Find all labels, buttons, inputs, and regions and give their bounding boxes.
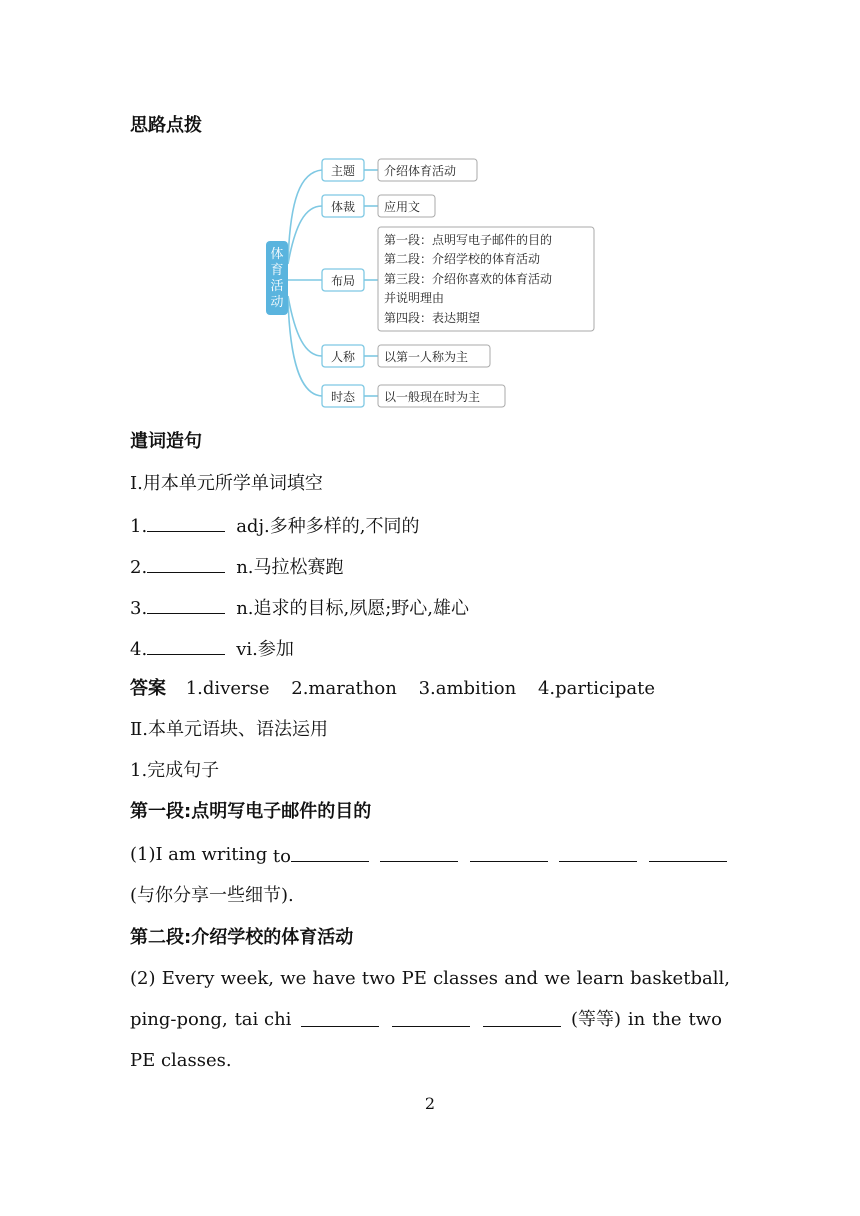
sentence-word: in [627,1009,646,1030]
sentence-1 [130,843,730,869]
answer-blank[interactable] [470,843,548,862]
mindmap-center-char: 动 [270,295,284,310]
mindmap-branch-label: 体裁 [330,200,356,214]
section-title-thinking: 思路点拨 [130,115,202,136]
mindmap-detail-text: 应用文 [384,200,421,214]
item-definition: n.马拉松赛跑 [236,557,344,578]
answer-blank[interactable] [301,1008,379,1027]
item-definition: n.追求的目标,夙愿;野心,雄心 [236,598,470,619]
mindmap-detail-text: 第三段：介绍你喜欢的体育活动 [384,272,553,286]
sentence-word: the [652,1009,682,1030]
answer-blank[interactable] [147,636,225,655]
mindmap-detail-text: 以第一人称为主 [384,350,469,364]
paragraph-label: 第一段:点明写电子邮件的目的 [130,801,372,822]
sentence-word: and [504,968,539,989]
mindmap-detail-text: 第二段：介绍学校的体育活动 [384,252,541,266]
sentence-word: am [168,844,196,865]
sentence-word: we [544,968,571,989]
sentence-word: tai chi [234,1009,292,1030]
mindmap-center-char: 体 [270,247,284,262]
sentence-2-line-1 [130,967,730,991]
section-title-vocab: 遣词造句 [130,431,202,452]
mindmap-branch-label: 布局 [330,274,356,288]
sentence-word: basketball, [630,968,730,989]
answer-blank[interactable] [147,554,225,573]
sentence-2-line-2 [130,1008,722,1032]
sentence-word: PE [401,968,427,989]
mindmap-branch-label: 时态 [330,390,356,404]
sentence-word: week, [220,968,275,989]
mindmap-detail-text: 以一般现在时为主 [384,390,481,404]
sentence-word: two [688,1009,722,1030]
answer-label: 答案 [130,678,166,699]
answer-value: 1.diverse [185,678,270,699]
mindmap-detail-text: 介绍体育活动 [384,164,457,178]
answer-blank[interactable] [559,843,637,862]
answer-blank[interactable] [147,595,225,614]
part2-subheading: 1.完成句子 [130,760,220,781]
mindmap-center-char: 活 [270,279,284,294]
vocab-item [130,513,419,539]
sentence-word: classes [433,968,499,989]
item-definition: adj.多种多样的,不同的 [236,516,420,537]
sentence-hint: (等等) [570,1009,621,1030]
sentence-word: have [312,968,356,989]
answer-value: 2.marathon [291,678,397,699]
part2-heading: Ⅱ.本单元语块、语法运用 [130,719,328,740]
answer-blank[interactable] [147,513,225,532]
answer-value: 3.ambition [418,678,517,699]
sentence-word: we [280,968,307,989]
sentence-word: writing [201,844,268,865]
item-number: 3. [130,598,148,619]
answer-blank[interactable] [649,843,727,862]
answer-blank[interactable] [392,1008,470,1027]
item-number: 4. [130,639,148,660]
sentence-word: two [361,968,396,989]
sentence-word: to [272,846,291,867]
mindmap [0,0,860,420]
item-number: 1. [130,516,148,537]
mindmap-detail-text: 并说明理由 [384,291,445,305]
paragraph-label: 第二段:介绍学校的体育活动 [130,927,354,948]
item-definition: vi.参加 [236,639,294,660]
answer-blank[interactable] [380,843,458,862]
answer-blank[interactable] [483,1008,561,1027]
sentence-2-line-3: PE classes. [130,1050,232,1071]
mindmap-detail-text: 第四段：表达期望 [384,311,481,325]
item-number: 2. [130,557,148,578]
answer-line [130,677,655,701]
mindmap-branch-label: 主题 [330,164,356,178]
sentence-1-end: (与你分享一些细节). [130,885,294,906]
sentence-word: (1)I [130,844,163,865]
mindmap-center-char: 育 [270,263,284,278]
vocab-item [130,636,294,662]
sentence-word: ping-pong, [130,1009,228,1030]
page-number: 2 [424,1094,436,1113]
vocab-item [130,554,344,580]
sentence-word: Every [161,968,215,989]
mindmap-branch-label: 人称 [330,350,356,364]
part1-heading: Ⅰ.用本单元所学单词填空 [130,473,323,494]
vocab-item [130,595,469,621]
mindmap-detail-text: 第一段：点明写电子邮件的目的 [384,233,553,247]
answer-blank[interactable] [291,843,369,862]
answer-value: 4.participate [537,678,655,699]
sentence-word: learn [576,968,624,989]
sentence-word: (2) [130,968,156,989]
